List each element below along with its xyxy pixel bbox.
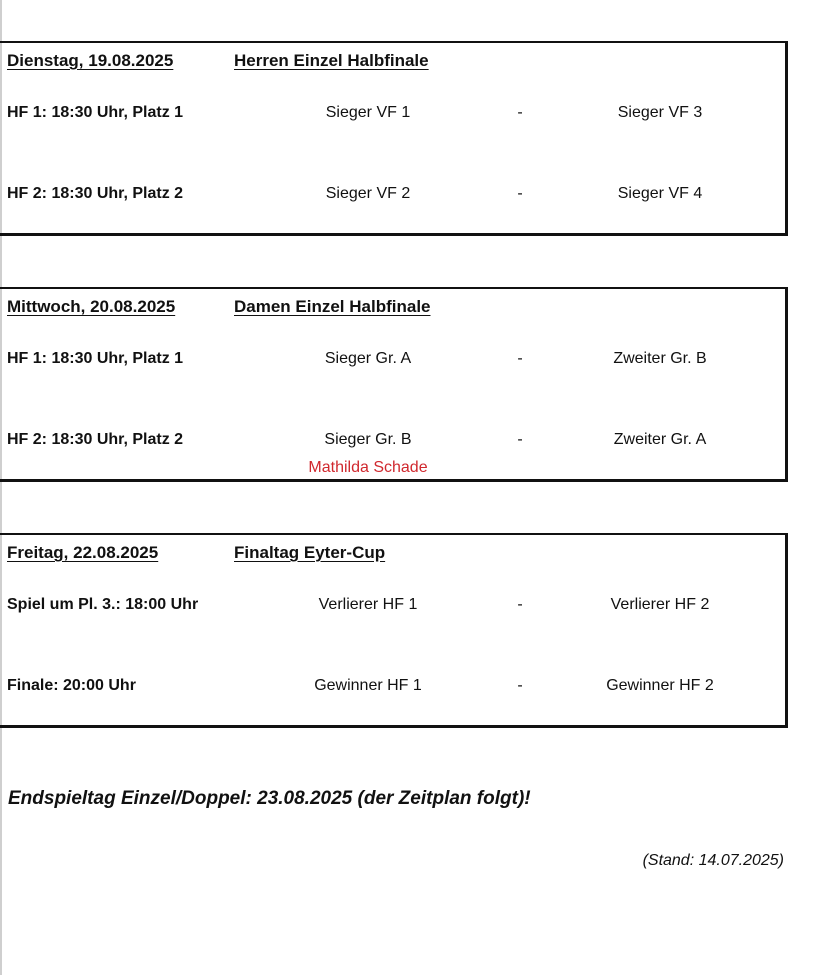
block-title: Damen Einzel Halbfinale [234, 297, 431, 316]
block-title: Herren Einzel Halbfinale [234, 51, 429, 70]
match-row [0, 431, 785, 455]
match-team-a: Sieger Gr. B [324, 431, 412, 448]
match-row [0, 677, 785, 701]
final-day-note: Endspieltag Einzel/Doppel: 23.08.2025 (der Zeitplan folgt)! [8, 788, 531, 809]
match-team-a: Sieger Gr. A [324, 350, 412, 367]
stand-date: (Stand: 14.07.2025) [642, 852, 784, 869]
schedule-block-herren [0, 41, 788, 236]
match-row [0, 350, 785, 374]
block-title: Finaltag Eyter-Cup [234, 543, 386, 562]
block-date: Dienstag, 19.08.2025 [7, 51, 174, 70]
match-time: Spiel um Pl. 3.: 18:00 Uhr [7, 596, 199, 613]
match-separator: - [517, 596, 523, 613]
match-separator: - [517, 185, 523, 202]
match-time: Finale: 20:00 Uhr [7, 677, 136, 694]
match-time: HF 1: 18:30 Uhr, Platz 1 [7, 104, 184, 121]
match-separator: - [517, 104, 523, 121]
player-note: Mathilda Schade [308, 459, 428, 476]
match-separator: - [517, 350, 523, 367]
match-team-a: Verlierer HF 1 [318, 596, 418, 613]
match-team-a: Sieger VF 2 [325, 185, 411, 202]
block-date: Freitag, 22.08.2025 [7, 543, 159, 562]
match-team-b: Sieger VF 4 [617, 185, 703, 202]
match-time: HF 1: 18:30 Uhr, Platz 1 [7, 350, 184, 367]
match-separator: - [517, 677, 523, 694]
match-row [0, 185, 785, 209]
schedule-block-finaltag [0, 533, 788, 728]
match-team-a: Sieger VF 1 [325, 104, 411, 121]
match-separator: - [517, 431, 523, 448]
match-time: HF 2: 18:30 Uhr, Platz 2 [7, 431, 184, 448]
match-team-b: Zweiter Gr. B [613, 350, 707, 367]
match-team-b: Sieger VF 3 [617, 104, 703, 121]
schedule-block-damen [0, 287, 788, 482]
match-row [0, 104, 785, 128]
match-row [0, 596, 785, 620]
match-team-b: Zweiter Gr. A [613, 431, 707, 448]
match-team-b: Gewinner HF 2 [606, 677, 714, 694]
block-date: Mittwoch, 20.08.2025 [7, 297, 176, 316]
match-team-a: Gewinner HF 1 [314, 677, 422, 694]
match-time: HF 2: 18:30 Uhr, Platz 2 [7, 185, 184, 202]
match-team-b: Verlierer HF 2 [610, 596, 710, 613]
